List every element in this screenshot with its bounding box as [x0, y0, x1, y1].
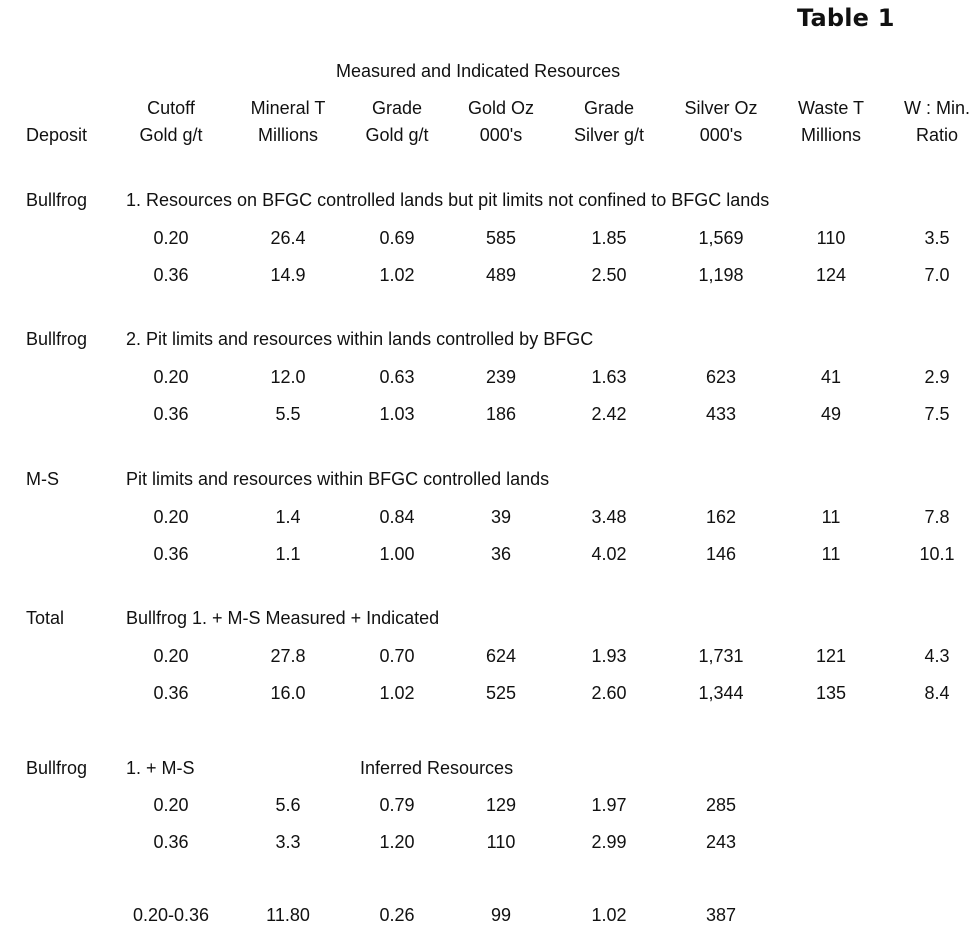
table-cell: 26.4 [270, 228, 306, 248]
table-cell: 4.3 [924, 646, 950, 666]
table-cell: 10.1 [919, 544, 955, 564]
section-description: 2. Pit limits and resources within lands controlled by BFGC [126, 329, 594, 349]
table-cell: 0.36 [153, 832, 189, 852]
table-cell: 7.5 [924, 404, 950, 424]
column-header-3 [365, 95, 428, 149]
table-cell: 1.4 [275, 507, 301, 527]
table-cell: 1,731 [698, 646, 744, 666]
table-cell: 525 [485, 683, 517, 703]
table-cell: 1.97 [591, 795, 627, 815]
table-cell: 7.0 [924, 265, 950, 285]
table-cell: 39 [490, 507, 512, 527]
table-cell: 16.0 [270, 683, 306, 703]
table-cell: 433 [705, 404, 737, 424]
column-header-line2: Gold g/t [139, 125, 203, 145]
section-description: Bullfrog 1. + M-S Measured + Indicated [126, 608, 440, 628]
table-cell: 3.48 [591, 507, 627, 527]
column-header-7 [798, 95, 864, 149]
table-cell: 0.20 [153, 646, 189, 666]
table-cell: 0.20 [153, 367, 189, 387]
column-header-line1: Grade [371, 98, 423, 118]
table-cell: 7.8 [924, 507, 950, 527]
table-cell: 2.99 [591, 832, 627, 852]
column-header-2 [251, 95, 326, 149]
table-subtitle: Measured and Indicated Resources [336, 61, 621, 81]
column-header-line1: Mineral T [250, 98, 326, 118]
table-cell: 27.8 [270, 646, 306, 666]
column-header-line1: Grade [583, 98, 635, 118]
column-header-line1: W : Min. [904, 98, 970, 118]
table-cell: 146 [705, 544, 737, 564]
table-cell: 162 [705, 507, 737, 527]
table-cell: 1.63 [591, 367, 627, 387]
table-cell: 2.42 [591, 404, 627, 424]
table-cell: 110 [486, 832, 516, 852]
column-header-line2: Millions [257, 125, 319, 145]
table-cell: 11 [821, 544, 841, 564]
table-cell: 624 [485, 646, 517, 666]
column-header-4 [468, 95, 534, 149]
table-cell: 0.63 [379, 367, 415, 387]
table-cell: 1.03 [379, 404, 415, 424]
difference-cell: 99 [490, 905, 512, 925]
table-cell: 12.0 [270, 367, 306, 387]
table-cell: 5.6 [275, 795, 301, 815]
table-cell: 0.36 [153, 683, 189, 703]
column-header-line2: 000's [479, 125, 523, 145]
table-cell: 0.20 [153, 228, 189, 248]
table-cell: 2.9 [924, 367, 950, 387]
column-header-1 [139, 95, 202, 149]
difference-cell: 0.20-0.36 [132, 905, 210, 925]
table-cell: 3.3 [275, 832, 301, 852]
table-cell: 4.02 [591, 544, 627, 564]
inferred-label: Inferred Resources [360, 758, 514, 778]
table-cell: 110 [816, 228, 846, 248]
table-cell: 0.20 [153, 795, 189, 815]
column-header-line1: Silver Oz [684, 98, 758, 118]
column-header-line1: Cutoff [147, 98, 195, 118]
table-cell: 623 [705, 367, 737, 387]
table-cell: 0.36 [153, 544, 189, 564]
table-cell: 243 [705, 832, 737, 852]
column-header-line2: Ratio [915, 125, 959, 145]
table-cell: 0.36 [153, 265, 189, 285]
table-cell: 1.20 [379, 832, 415, 852]
section-description: 1. Resources on BFGC controlled lands but pit limits not confined to BFGC lands [126, 190, 770, 210]
table-cell: 121 [815, 646, 847, 666]
table-cell: 0.69 [379, 228, 415, 248]
column-header-line1 [26, 95, 87, 122]
table-cell: 0.36 [153, 404, 189, 424]
table-cell: 124 [815, 265, 847, 285]
table-cell: 41 [820, 367, 842, 387]
column-header-0 [26, 95, 87, 149]
difference-cell: 1.02 [591, 905, 627, 925]
section-description: 1. + M-S [126, 758, 195, 778]
table-cell: 1,569 [698, 228, 744, 248]
column-header-5 [574, 95, 644, 149]
table-cell: 1.00 [379, 544, 415, 564]
table-cell: 2.50 [591, 265, 627, 285]
difference-cell: 11.80 [266, 905, 310, 925]
difference-cell: 387 [705, 905, 737, 925]
table-cell: 1.02 [379, 265, 415, 285]
table-cell: 0.20 [153, 507, 189, 527]
table-cell: 129 [485, 795, 517, 815]
table-cell: 1.85 [591, 228, 627, 248]
column-header-line2: Gold g/t [365, 125, 429, 145]
deposit-label: M-S [26, 469, 59, 489]
column-header-line2: Silver g/t [573, 125, 645, 145]
deposit-label: Bullfrog [26, 758, 88, 778]
table-cell: 11 [821, 507, 841, 527]
table-cell: 285 [705, 795, 737, 815]
section-description: Pit limits and resources within BFGC controlled lands [126, 469, 550, 489]
table-cell: 0.79 [379, 795, 415, 815]
difference-cell: 0.26 [379, 905, 415, 925]
table-cell: 3.5 [924, 228, 950, 248]
table-title: Table 1 [797, 4, 895, 32]
column-header-8 [904, 95, 970, 149]
table-cell: 585 [485, 228, 517, 248]
table-cell: 489 [485, 265, 517, 285]
table-cell: 49 [820, 404, 842, 424]
column-header-line1: Gold Oz [467, 98, 535, 118]
table-cell: 135 [815, 683, 847, 703]
table-cell: 1.02 [379, 683, 415, 703]
table-cell: 1.1 [275, 544, 301, 564]
table-cell: 5.5 [275, 404, 301, 424]
table-cell: 0.84 [379, 507, 415, 527]
table-cell: 36 [490, 544, 512, 564]
table-cell: 14.9 [270, 265, 306, 285]
table-cell: 239 [485, 367, 517, 387]
table-cell: 2.60 [591, 683, 627, 703]
table-cell: 1.93 [591, 646, 627, 666]
column-header-line2: Millions [800, 125, 862, 145]
table-cell: 0.70 [379, 646, 415, 666]
column-header-line2: 000's [699, 125, 743, 145]
table-cell: 186 [485, 404, 517, 424]
table-cell: 1,198 [698, 265, 744, 285]
deposit-label: Bullfrog [26, 329, 88, 349]
deposit-label: Total [26, 608, 65, 628]
column-header-line2: Deposit [26, 125, 88, 145]
deposit-label: Bullfrog [26, 190, 88, 210]
table-cell: 8.4 [924, 683, 950, 703]
column-header-line1: Waste T [797, 98, 865, 118]
column-header-6 [684, 95, 757, 149]
table-cell: 1,344 [698, 683, 744, 703]
